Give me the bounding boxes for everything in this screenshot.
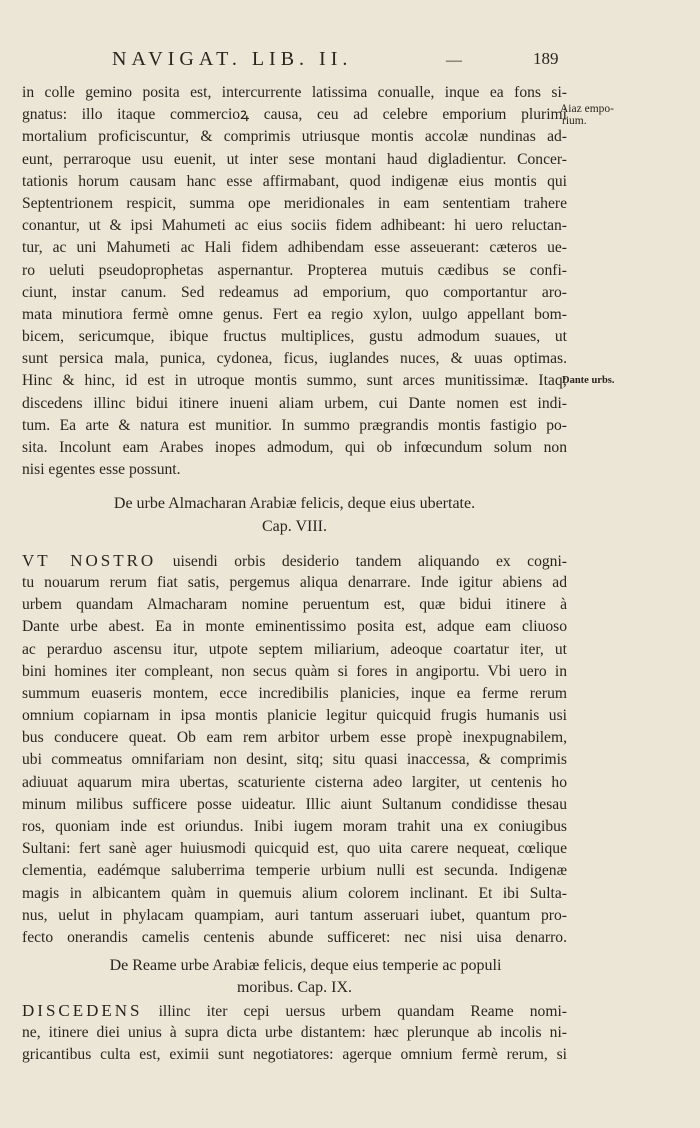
- text-line: gricantibus culta est, eximii sunt negotiatores: agerque omnium fermè rerum, si: [22, 1045, 567, 1063]
- header-ornament: —: [446, 52, 462, 69]
- text-line: gnatus: illo itaque commercioꝝ causa, ceu ad celebre emporium plurimi: [22, 106, 567, 124]
- text-line: ac perarduo ascensu itur, utpote septem miliarium, adeoque coartatur iter, ut: [22, 640, 567, 658]
- text-line: Hinc & hinc, id est in utroque montis summo, sunt arces munitissimæ. Itaq;: [22, 372, 567, 390]
- paragraph-1: [22, 82, 567, 481]
- margin-note-aiaz: [560, 103, 632, 127]
- running-head: NAVIGAT. LIB. II.: [112, 48, 353, 70]
- text-line: mata minutiora fermè omne genus. Fert ea regio xylon, uulgo appellant bom-: [22, 305, 567, 323]
- chapter-8-number: Cap. VIII.: [261, 517, 328, 535]
- page-number: 189: [533, 49, 559, 68]
- margin-note-aiaz-line2: rium.: [562, 115, 587, 127]
- opening-capitals: VT NOSTRO: [22, 550, 157, 570]
- text-line: urbem quandam Almacharam nomine peruentum est, quæ bidui itinere à: [22, 596, 567, 614]
- text-line: nus, uelut in phylacam quampiam, auri tantum asseruari iubet, quantum pro-: [22, 906, 567, 924]
- first-line-rest: illinc iter cepi uersus urbem quandam Reame nomi-: [158, 1002, 567, 1020]
- body-text: [22, 82, 567, 1066]
- text-line: tum. Ea arte & natura est munitior. In summo prægrandis montis fastigio po-: [22, 416, 567, 434]
- first-line-rest: uisendi orbis desiderio tandem aliquando ex cogni-: [172, 552, 567, 570]
- text-line: fecto onerandis camelis centenis abunde sufficeret: nec nisi uisa denarro.: [22, 928, 567, 946]
- chapter-9-title: De Reame urbe Arabiæ felicis, deque eius temperie ac populi: [109, 957, 502, 975]
- chapter-9-title-line2: moribus. Cap. IX.: [236, 979, 353, 997]
- text-line: mortalium proficiscuntur, & comprimis utriusque montis accolæ nundinas ad-: [22, 128, 567, 146]
- text-line-first: [22, 550, 567, 572]
- text-line: Sultani: fert sanè ager huiusmodi quicquid est, quo uita carere nequeat, cœlique: [22, 840, 567, 858]
- margin-note-dante: Dante urbs.: [562, 375, 615, 386]
- text-line: Septentrionem respicit, summa ope meridionales in eam sententiam trahere: [22, 194, 567, 212]
- text-line: bicem, sericumque, ibique fructus multiplices, gustu admodum suaues, ut: [22, 328, 567, 346]
- page-header: [0, 48, 700, 74]
- text-line: omnium copiarnam in ipsa montis planicie legitur quicquid frugis humanis usi: [22, 707, 567, 725]
- text-line: ciunt, instar canum. Sed redeamus ad emporium, quo comportantur aro-: [22, 283, 567, 301]
- text-line: tationis horum causam hanc esse affirmabant, quod indigenæ eius montis qui: [22, 172, 567, 190]
- text-line: tu nouarum rerum fiat satis, pergemus aliqua denarrare. Inde igitur abiens ad: [22, 573, 567, 591]
- text-line: clementia, eadémque saluberrima temperie urbium nulli est secunda. Indigenæ: [22, 862, 567, 880]
- opening-capitals: DISCEDENS: [22, 1000, 143, 1020]
- text-line-first: [22, 1000, 567, 1022]
- text-line: ro ueluti pseudoprophetas aspernantur. Propterea mutuis cædibus se confi-: [22, 261, 567, 279]
- text-line: summum euaseris montem, ecce incredibilis planicies, inque ea ferme rerum: [22, 684, 567, 702]
- chapter-8-title: De urbe Almacharan Arabiæ felicis, deque eius ubertate.: [113, 495, 476, 513]
- text-line: ne, itinere diei unius à supra dicta urbe distantem: hæc plerunque ab incolis ni-: [22, 1023, 567, 1041]
- text-line: ubi commeatus omnifariam non desint, sitq; situ quasi inaccessa, & comprimis: [22, 751, 567, 769]
- text-line: adiuuat aquarum mira ubertas, scaturiente cisterna adeo largiter, ut centenis ho: [22, 773, 567, 791]
- text-line: sita. Incolunt eam Arabes inopes admodum, qui ob infœcundum solum non: [22, 439, 567, 456]
- text-line: minum milibus sufficere posse uideatur. Illic aiunt Sultanum condidisse thesau: [22, 795, 567, 813]
- text-line: nisi egentes esse possunt.: [22, 461, 181, 479]
- chapter-9-text: [22, 1000, 567, 1067]
- text-line: ros, quoniam inde est oriundus. Inibi iugem moram trahit una ex coniugibus: [22, 818, 567, 835]
- text-line: magis in albicantem quàm in quemuis alium colorem inclinant. Et ibi Sulta-: [22, 884, 567, 902]
- text-line: discedens illinc bidui itinere inueni aliam urbem, cui Dante nomen est indi-: [22, 394, 567, 412]
- text-line: bini homines iter compleant, non secus quàm si fores in angiportu. Vbi uero in: [22, 662, 567, 680]
- margin-note-aiaz-line1: Aiaz empo-: [560, 103, 614, 115]
- text-line: Dante urbe abest. Ea in monte eminentissimo posita est, adque eam cliuoso: [22, 618, 567, 636]
- text-line: bus conducere queat. Ob eam rem arbitor urbem esse propè inexpugnabilem,: [22, 729, 567, 747]
- text-line: in colle gemino posita est, intercurrente latissima conualle, inque ea fons si-: [22, 84, 567, 101]
- text-line: sunt persica mala, punica, cydonea, ficus, iuglandes nuces, & uuas optimas.: [22, 350, 567, 368]
- chapter-8-text: [22, 550, 567, 949]
- text-line: conantur, ut & ipsi Mahumeti ac eius sociis fidem adhibeant: hi uero reluctan-: [22, 217, 567, 235]
- text-line: eunt, perraroque usu euenit, ut inter sese montani haud digladientur. Concer-: [22, 150, 567, 168]
- text-line: tur, ac uni Mahumeti ac Hali fidem adhibendam esse asseuerant: cæteros ue-: [22, 239, 567, 257]
